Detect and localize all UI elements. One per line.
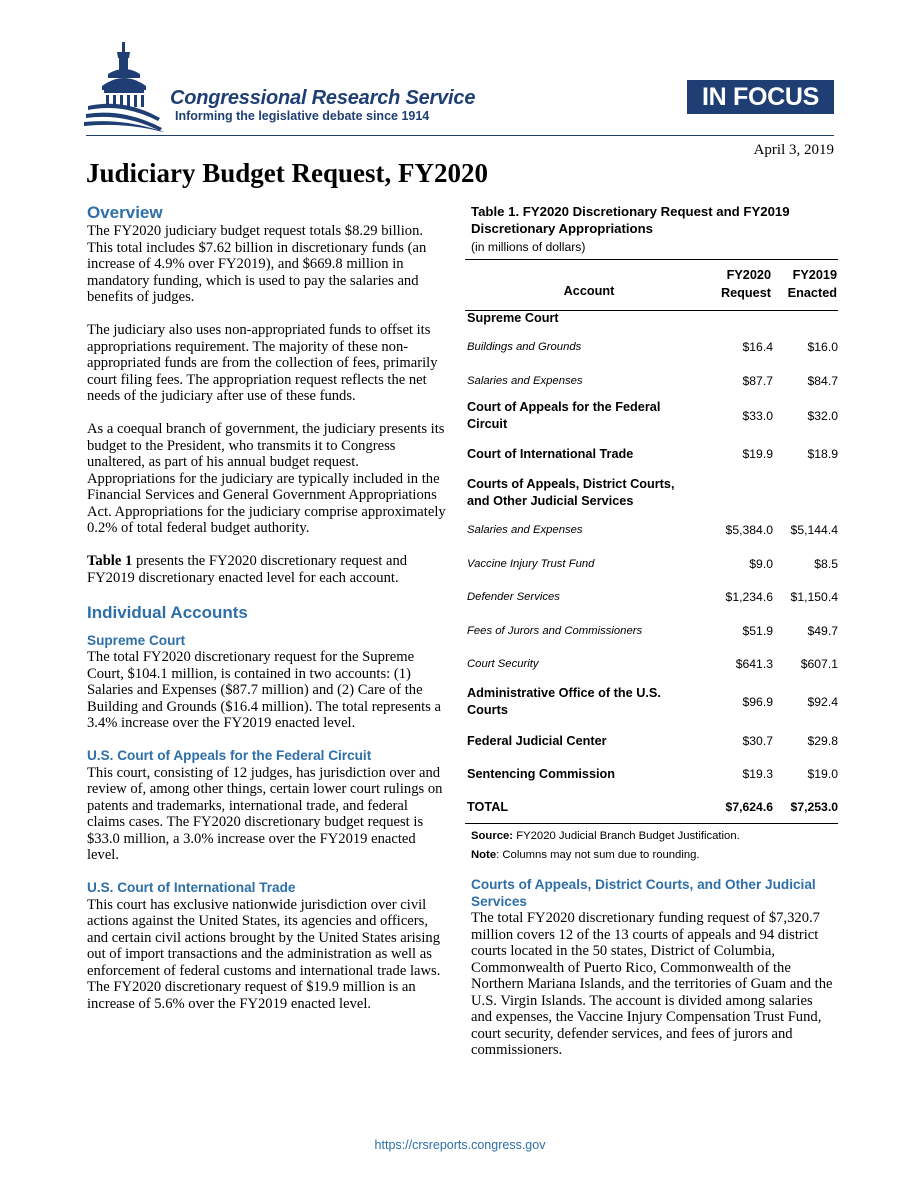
right-column <box>471 877 836 1075</box>
row-fy2019-enacted: $16.0 <box>807 340 838 354</box>
row-account-name: Sentencing Commission <box>467 767 616 781</box>
row-fy2020-request: $96.9 <box>742 695 773 709</box>
table-row <box>467 399 838 433</box>
row-account-name: Fees of Jurors and Commissioners <box>467 625 643 637</box>
row-fy2019-enacted: $18.9 <box>807 447 838 461</box>
international-trade-text: This court has exclusive nationwide jurisdiction over civil actions against the United States, its agencies and officers, and certain civil actions brought by the United States arising out of import transactions and the administration as well as enforcement of federal customs and international trade laws. The FY2020 discretionary request of $19.9 million is an increase of 5.6% over the FY2019 enacted level. <box>87 896 441 1012</box>
row-fy2019-enacted: $8.5 <box>814 557 838 571</box>
table-notes <box>471 827 836 865</box>
courts-of-appeals-heading: Courts of Appeals, District Courts, and Other Judicial Services <box>471 877 816 909</box>
table-row <box>467 476 838 510</box>
row-fy2020-request: $19.9 <box>742 447 773 461</box>
table-row <box>467 623 838 639</box>
row-fy2020-request: $87.7 <box>742 374 773 388</box>
row-fy2020-request: $7,624.6 <box>725 800 773 814</box>
column-header-enacted-year: FY2019 <box>792 268 837 282</box>
row-fy2020-request: $33.0 <box>742 409 773 423</box>
row-fy2019-enacted: $49.7 <box>807 624 838 638</box>
table-row <box>467 656 838 672</box>
overview-paragraph-1: The FY2020 judiciary budget request totals $8.29 billion. This total includes $7.62 billion in discretionary funds (an increase of 4.9% over FY2019), and $669.8 million in mandatory funding, which is used to pay the salaries and benefits of judges. <box>87 223 427 305</box>
table-title: Table 1. FY2020 Discretionary Request and FY2019 Discretionary Appropriations <box>471 204 790 236</box>
row-fy2020-request: $9.0 <box>749 557 773 571</box>
row-fy2019-enacted: $5,144.4 <box>790 523 838 537</box>
column-header-account: Account <box>563 284 615 298</box>
publication-date: April 3, 2019 <box>753 142 834 158</box>
table-note: Note: Columns may not sum due to rounding. <box>471 849 700 861</box>
row-account-name: Supreme Court <box>467 311 559 325</box>
row-fy2019-enacted: $1,150.4 <box>790 590 838 604</box>
column-header-request-year: FY2020 <box>726 268 771 282</box>
row-fy2019-enacted: $92.4 <box>807 695 838 709</box>
table-row <box>467 446 838 462</box>
table-row <box>467 522 838 538</box>
row-account-name: Court of Appeals for the Federal Circuit <box>467 400 661 431</box>
row-fy2019-enacted: $29.8 <box>807 734 838 748</box>
column-header-request: Request <box>720 286 771 300</box>
row-fy2020-request: $16.4 <box>742 340 773 354</box>
table-reference-link[interactable]: Table 1 <box>87 553 133 569</box>
row-account-name: Defender Services <box>467 591 560 603</box>
row-account-name: Salaries and Expenses <box>467 524 583 536</box>
in-focus-badge: IN FOCUS <box>687 80 834 114</box>
capitol-dome-logo <box>84 40 164 132</box>
left-column <box>87 203 447 1029</box>
table-row <box>467 556 838 572</box>
row-fy2019-enacted: $607.1 <box>800 657 838 671</box>
table-reference-text: presents the FY2020 discretionary request and FY2019 discretionary enacted level for each account. <box>87 553 408 586</box>
row-account-name: Court of International Trade <box>467 447 634 461</box>
federal-circuit-text: This court, consisting of 12 judges, has jurisdiction over and review of, among other things, certain lower court rulings on patents and trademarks, international trade, and federal claims cases. The FY2020 discretionary budget request is $33.0 million, a 3.0% increase over the FY2019 enacted level. <box>87 764 443 863</box>
row-account-name: Court Security <box>467 658 539 670</box>
table-row <box>467 308 838 328</box>
org-tagline: Informing the legislative debate since 1914 <box>175 109 430 123</box>
supreme-court-heading: Supreme Court <box>87 632 186 648</box>
row-account-name: Federal Judicial Center <box>467 734 607 748</box>
table-row <box>467 733 838 749</box>
appropriations-table <box>465 204 838 861</box>
federal-circuit-heading: U.S. Court of Appeals for the Federal Circuit <box>87 748 372 763</box>
row-account-name: Salaries and Expenses <box>467 375 583 387</box>
row-fy2020-request: $30.7 <box>742 734 773 748</box>
supreme-court-text: The total FY2020 discretionary request for the Supreme Court, $104.1 million, is contained in two accounts: (1) Salaries and Expenses ($87.7 million) and (2) Care of the Building and Grounds ($16.4 million). The total represents a 3.4% increase over the FY2019 enacted level. <box>87 649 441 731</box>
row-fy2019-enacted: $7,253.0 <box>790 800 838 814</box>
row-fy2019-enacted: $84.7 <box>807 374 838 388</box>
overview-paragraph-2: The judiciary also uses non-appropriated funds to offset its appropriations requirement. The majority of these non-appropriated funds are from the collection of fees, primarily court filing fees. The appropriation request reflects the net needs of the judiciary after use of these funds. <box>87 322 438 404</box>
table-top-rule <box>465 259 838 260</box>
row-account-name: Administrative Office of the U.S. Courts <box>467 686 661 717</box>
row-fy2020-request: $1,234.6 <box>725 590 773 604</box>
header-divider <box>86 135 834 136</box>
overview-paragraph-3: As a coequal branch of government, the judiciary presents its budget to the President, who transmits it to Congress unaltered, as part of his annual budget request. Appropriations for the judiciary are typically included in the Financial Services and General Government Appropriations Act. Appropriations for the judiciary comprise approximately 0.2% of total federal budget authority. <box>87 421 446 536</box>
individual-accounts-heading: Individual Accounts <box>87 602 248 622</box>
row-fy2020-request: $5,384.0 <box>725 523 773 537</box>
row-account-name: Vaccine Injury Trust Fund <box>467 558 595 570</box>
table-row <box>467 799 838 815</box>
table-units: (in millions of dollars) <box>471 240 586 254</box>
table-row <box>467 339 838 355</box>
row-account-name: Courts of Appeals, District Courts, and Other Judicial Services <box>467 477 675 508</box>
row-fy2019-enacted: $19.0 <box>807 767 838 781</box>
column-header-enacted: Enacted <box>787 286 837 300</box>
footer-url-link[interactable]: https://crsreports.congress.gov <box>374 1138 546 1152</box>
table-bottom-rule <box>465 823 838 824</box>
table-row <box>467 685 838 719</box>
table-source: Source: FY2020 Judicial Branch Budget Justification. <box>471 830 740 842</box>
table-row <box>467 589 838 605</box>
row-fy2019-enacted: $32.0 <box>807 409 838 423</box>
table-reference-paragraph <box>87 553 447 586</box>
overview-heading: Overview <box>87 203 163 222</box>
row-fy2020-request: $51.9 <box>742 624 773 638</box>
row-fy2020-request: $19.3 <box>742 767 773 781</box>
courts-of-appeals-text: The total FY2020 discretionary funding request of $7,320.7 million covers 12 of the 13 courts of appeals and 94 district courts located in the 50 states, District of Columbia, Commonwealth of Puerto Rico, Commonwealth of the Northern Mariana Islands, and the territories of Guam and the U.S. Virgin Islands. The account is divided among salaries and expenses, the Vaccine Injury Compensation Trust Fund, court security, defender services, and fees of jurors and commissioners. <box>471 910 833 1058</box>
international-trade-heading: U.S. Court of International Trade <box>87 880 296 895</box>
table-row <box>467 373 838 389</box>
row-account-name: Buildings and Grounds <box>467 341 582 353</box>
row-account-name: TOTAL <box>467 800 509 814</box>
row-fy2020-request: $641.3 <box>735 657 773 671</box>
table-row <box>467 766 838 782</box>
org-name: Congressional Research Service <box>170 87 476 109</box>
page-title: Judiciary Budget Request, FY2020 <box>86 158 489 188</box>
